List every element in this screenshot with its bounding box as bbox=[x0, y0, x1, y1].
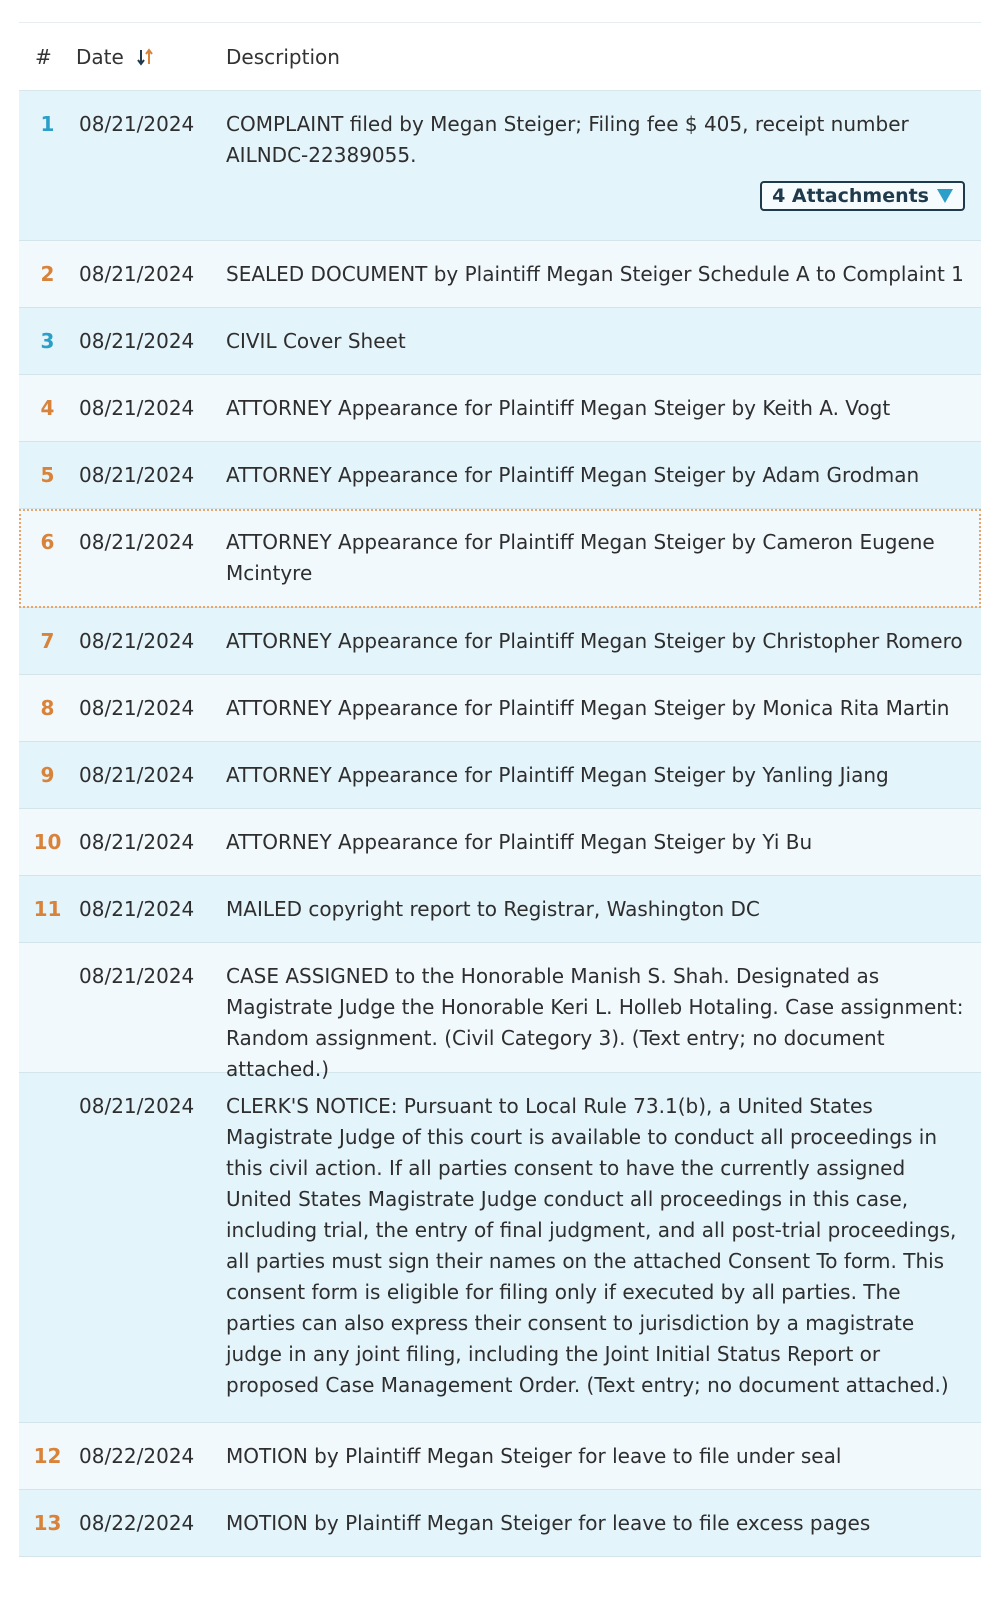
entry-number-link[interactable]: 1 bbox=[40, 112, 55, 136]
header-date[interactable] bbox=[76, 45, 226, 69]
entry-description: MOTION by Plaintiff Megan Steiger for leave to file under seal bbox=[226, 1444, 842, 1468]
entry-date: 08/21/2024 bbox=[79, 396, 195, 420]
entry-number: 7 bbox=[40, 629, 55, 653]
header-date-label: Date bbox=[76, 44, 124, 69]
attachments-label: 4 Attachments bbox=[772, 185, 929, 207]
entry-date: 08/21/2024 bbox=[79, 830, 195, 854]
entry-description bbox=[226, 109, 981, 211]
entry-date: 08/21/2024 bbox=[79, 1094, 195, 1118]
table-row bbox=[19, 1073, 981, 1423]
table-row bbox=[19, 442, 981, 509]
entry-description: ATTORNEY Appearance for Plaintiff Megan Steiger by Christopher Romero bbox=[226, 629, 963, 653]
entry-description: MOTION by Plaintiff Megan Steiger for leave to file excess pages bbox=[226, 1511, 871, 1535]
table-header bbox=[19, 23, 981, 91]
attachments-wrap bbox=[226, 181, 965, 211]
table-row bbox=[19, 876, 981, 943]
entry-date: 08/21/2024 bbox=[79, 696, 195, 720]
entry-date: 08/21/2024 bbox=[79, 964, 195, 988]
entry-number-link[interactable]: 3 bbox=[40, 329, 55, 353]
table-row bbox=[19, 1490, 981, 1557]
entry-number: 9 bbox=[40, 763, 55, 787]
entry-description: ATTORNEY Appearance for Plaintiff Megan Steiger by Adam Grodman bbox=[226, 463, 920, 487]
entry-number: 12 bbox=[33, 1444, 62, 1468]
entry-description-text: COMPLAINT filed by Megan Steiger; Filing fee $ 405, receipt number AILNDC-22389055. bbox=[226, 112, 909, 167]
entry-date: 08/21/2024 bbox=[79, 329, 195, 353]
entry-number: 13 bbox=[33, 1511, 62, 1535]
entry-number: 10 bbox=[33, 830, 62, 854]
entry-number: 5 bbox=[40, 463, 55, 487]
entry-description: CIVIL Cover Sheet bbox=[226, 329, 406, 353]
sort-icon[interactable] bbox=[136, 47, 154, 67]
entry-number: 4 bbox=[40, 396, 55, 420]
caret-down-icon bbox=[937, 189, 953, 203]
entry-date: 08/21/2024 bbox=[79, 629, 195, 653]
table-row bbox=[19, 91, 981, 241]
attachments-button[interactable] bbox=[760, 181, 965, 211]
entry-description: ATTORNEY Appearance for Plaintiff Megan Steiger by Keith A. Vogt bbox=[226, 396, 891, 420]
entry-number: 2 bbox=[40, 262, 55, 286]
entry-date: 08/22/2024 bbox=[79, 1511, 195, 1535]
table-row bbox=[19, 608, 981, 675]
entry-date: 08/21/2024 bbox=[79, 112, 195, 136]
entry-description: ATTORNEY Appearance for Plaintiff Megan Steiger by Cameron Eugene Mcintyre bbox=[226, 530, 935, 585]
table-row bbox=[19, 675, 981, 742]
table-row bbox=[19, 308, 981, 375]
entry-number: 11 bbox=[33, 897, 62, 921]
entry-date: 08/21/2024 bbox=[79, 897, 195, 921]
entry-date: 08/21/2024 bbox=[79, 262, 195, 286]
table-row bbox=[19, 943, 981, 1081]
entry-description: CLERK'S NOTICE: Pursuant to Local Rule 73.1(b), a United States Magistrate Judge of this court is available to conduct all proceedings in this civil action. If all parties consent to have the currently assigned United States Magistrate Judge conduct all proceedings in this case, including trial, the entry of final judgment, and all post-trial proceedings, all parties must sign their names on the attached Consent To form. This consent form is eligible for filing only if executed by all parties. The parties can also express their consent to jurisdiction by a magistrate judge in any joint filing, including the Joint Initial Status Report or proposed Case Management Order. (Text entry; no document attached.) bbox=[226, 1094, 957, 1397]
entry-description: ATTORNEY Appearance for Plaintiff Megan Steiger by Yi Bu bbox=[226, 830, 813, 854]
table-row bbox=[19, 241, 981, 308]
entry-date: 08/21/2024 bbox=[79, 530, 195, 554]
entry-number: 8 bbox=[40, 696, 55, 720]
entry-date: 08/22/2024 bbox=[79, 1444, 195, 1468]
table-row bbox=[19, 742, 981, 809]
entry-description: CASE ASSIGNED to the Honorable Manish S. Shah. Designated as Magistrate Judge the Honorable Keri L. Holleb Hotaling. Case assignment: Random assignment. (Civil Category 3). (Text entry; no document attached.) bbox=[226, 964, 964, 1081]
header-description: Description bbox=[226, 44, 340, 69]
table-row bbox=[19, 1423, 981, 1490]
header-number: # bbox=[35, 44, 52, 69]
docket-table bbox=[19, 22, 981, 1557]
entry-description: SEALED DOCUMENT by Plaintiff Megan Steiger Schedule A to Complaint 1 bbox=[226, 262, 964, 286]
entry-number: 6 bbox=[40, 530, 55, 554]
table-row-focused[interactable] bbox=[19, 509, 981, 608]
entry-description: ATTORNEY Appearance for Plaintiff Megan Steiger by Monica Rita Martin bbox=[226, 696, 950, 720]
entry-description: ATTORNEY Appearance for Plaintiff Megan Steiger by Yanling Jiang bbox=[226, 763, 889, 787]
entry-date: 08/21/2024 bbox=[79, 463, 195, 487]
table-row bbox=[19, 809, 981, 876]
table-row bbox=[19, 375, 981, 442]
entry-description: MAILED copyright report to Registrar, Washington DC bbox=[226, 897, 760, 921]
entry-date: 08/21/2024 bbox=[79, 763, 195, 787]
